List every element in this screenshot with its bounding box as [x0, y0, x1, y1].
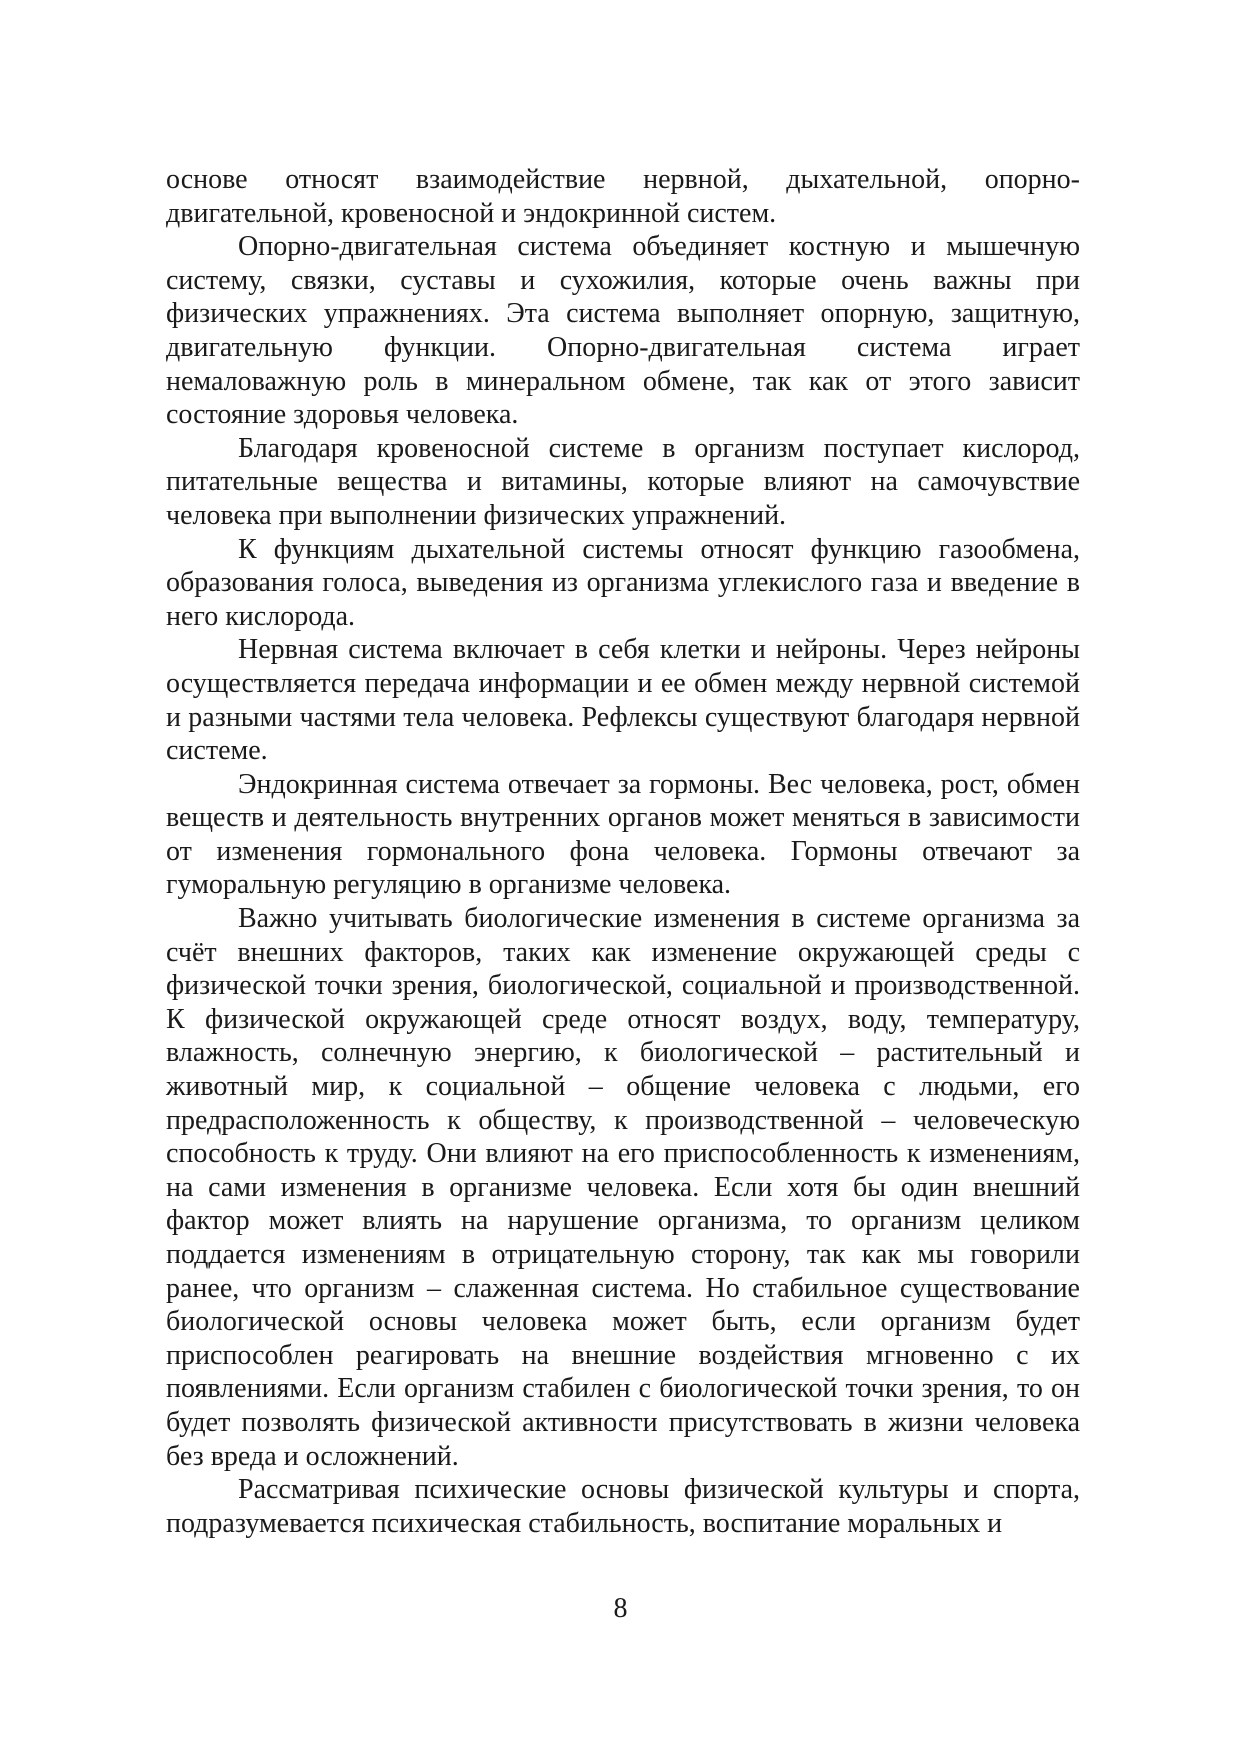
paragraph-nervous: Нервная система включает в себя клетки и нейроны. Через нейроны осуществляется передача информации и ее обмен между нервной системой и разными частями тела человека. Рефлексы существуют благодаря нервной системе. [166, 634, 1080, 767]
paragraph-respiratory: К функциям дыхательной системы относят функцию газообмена, образования голоса, выведения из организма углекислого газа и введение в него кислорода. [166, 533, 1080, 632]
paragraph-endocrine: Эндокринная система отвечает за гормоны. Вес человека, рост, обмен веществ и деятельность внутренних органов может меняться в зависимости от изменения гормонального фона человека. Гормоны отвечают за гуморальную регуляцию в организме человека. [166, 768, 1080, 901]
paragraph-continued: основе относят взаимодействие нервной, дыхательной, опорно-двигательной, кровеносной и эндокринной систем. [166, 164, 1080, 229]
paragraph-musculoskeletal: Опорно-двигательная система объединяет костную и мышечную систему, связки, суставы и сухожилия, которые очень важны при физических упражнениях. Эта система выполняет опорную, защитную, двигательную функции. Опорно-двигательная система играет немаловажную роль в минеральном обмене, так как от этого зависит состояние здоровья человека. [166, 231, 1080, 431]
paragraph-external-factors: Важно учитывать биологические изменения в системе организма за счёт внешних факторов, таких как изменение окружающей среды с физической точки зрения, биологической, социальной и производственной. К физической окружающей среде относят воздух, воду, температуру, влажность, солнечную энергию, к биологической – растительный и животный мир, к социальной – общение человека с людьми, его предрасположенность к обществу, к производственной – человеческую способность к труду. Они влияют на его приспособленность к изменениям, на сами изменения в организме человека. Если хотя бы один внешний фактор может влиять на нарушение организма, то организм целиком поддается изменениям в отрицательную сторону, так как мы говорили ранее, что организм – слаженная система. Но стабильное существование биологической основы человека может быть, если организм будет приспособлен реагировать на внешние воздействия мгновенно с их появлениями. Если организм стабилен с биологической точки зрения, то он будет позволять физической активности присутствовать в жизни человека без вреда и осложнений. [166, 903, 1080, 1472]
paragraph-psychological: Рассматривая психические основы физической культуры и спорта, подразумевается психическая стабильность, воспитание моральных и [166, 1474, 1080, 1539]
paragraph-circulatory: Благодаря кровеносной системе в организм поступает кислород, питательные вещества и витамины, которые влияют на самочувствие человека при выполнении физических упражнений. [166, 432, 1080, 531]
page-number: 8 [613, 1593, 628, 1624]
page-body [166, 163, 1080, 1540]
